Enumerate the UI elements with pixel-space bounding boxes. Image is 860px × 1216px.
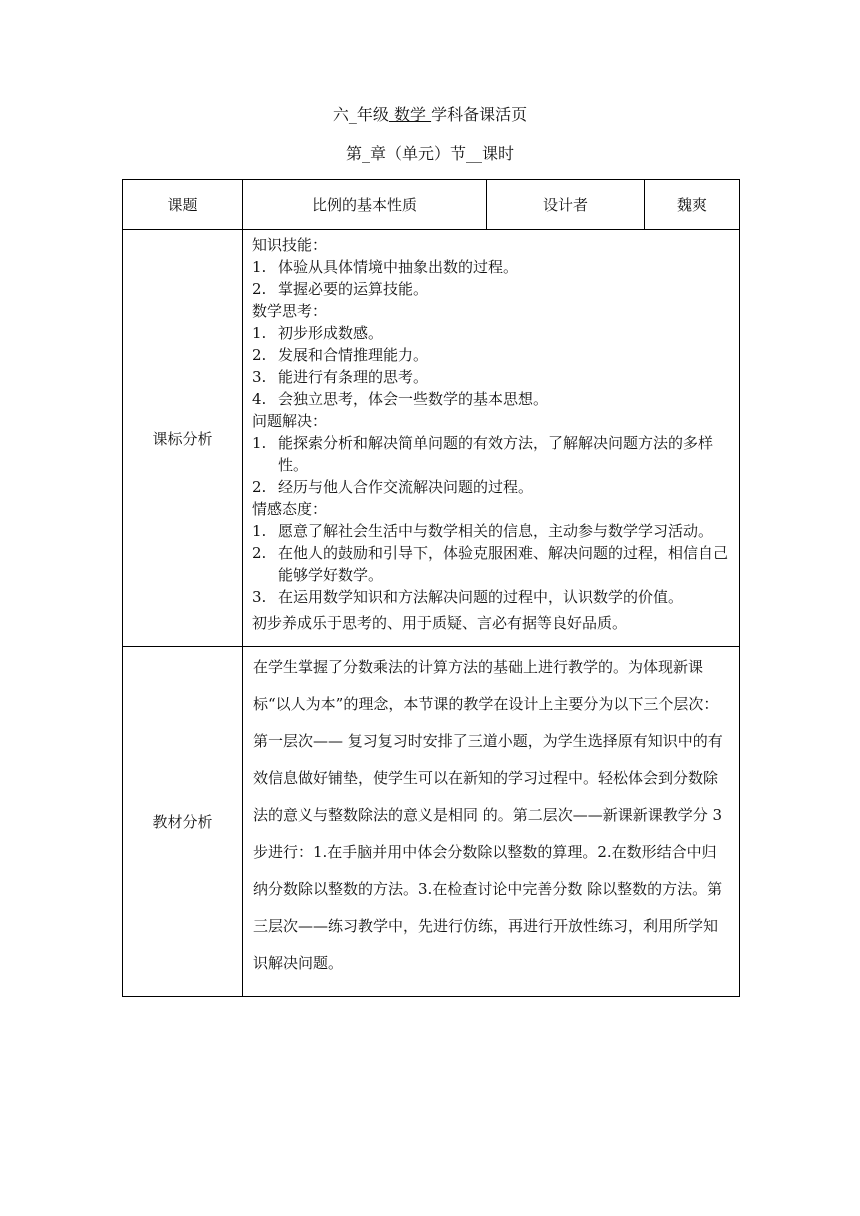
section-heading: 问题解决： bbox=[252, 412, 328, 430]
curriculum-closing: 初步养成乐于思考的、用于质疑、言必有据等良好品质。 bbox=[252, 614, 628, 632]
list-item: 2. 在他人的鼓励和引导下，体验克服困难、解决问题的过程，相信自己能够学好数学。 bbox=[252, 544, 729, 584]
page-title bbox=[0, 104, 860, 126]
lesson-plan-table bbox=[122, 179, 740, 997]
title-suffix: 学科备课活页 bbox=[431, 105, 528, 124]
list-item: 1. 体验从具体情境中抽象出数的过程。 bbox=[252, 258, 519, 276]
section-heading: 情感态度： bbox=[252, 500, 328, 518]
list-item: 2. 发展和合情推理能力。 bbox=[252, 346, 429, 364]
curriculum-section bbox=[252, 300, 731, 410]
list-item: 3. 能进行有条理的思考。 bbox=[252, 368, 429, 386]
page-subtitle: 第_章（单元）节__课时 bbox=[345, 144, 514, 163]
list-item: 2. 经历与他人合作交流解决问题的过程。 bbox=[252, 478, 534, 496]
curriculum-row bbox=[123, 230, 740, 647]
designer-label: 设计者 bbox=[487, 180, 645, 230]
list-item: 1. 愿意了解社会生活中与数学相关的信息，主动参与数学学习活动。 bbox=[252, 522, 714, 540]
list-item: 4. 会独立思考，体会一些数学的基本思想。 bbox=[252, 390, 549, 408]
curriculum-label: 课标分析 bbox=[123, 230, 243, 647]
topic-row bbox=[123, 180, 740, 230]
list-item: 1. 初步形成数感。 bbox=[252, 324, 384, 342]
designer-value: 魏爽 bbox=[645, 180, 740, 230]
topic-label: 课题 bbox=[123, 180, 243, 230]
list-item: 3. 在运用数学知识和方法解决问题的过程中，认识数学的价值。 bbox=[252, 588, 684, 606]
curriculum-section bbox=[252, 498, 731, 608]
grade-label: 六_年级 bbox=[332, 105, 389, 124]
curriculum-content bbox=[243, 230, 740, 647]
subject-label: 数学 bbox=[393, 105, 426, 124]
section-heading: 知识技能： bbox=[252, 236, 328, 254]
material-content: 在学生掌握了分数乘法的计算方法的基础上进行教学的。为体现新课标“以人为本”的理念，本节课的教学在设计上主要分为以下三个层次：第一层次—— 复习复习时安排了三道小题，为学生选择原有知识中的有效信息做好铺垫，使学生可以在新知的学习过程中。轻松体会到分数除法的意义与整数除法的意义是相同 的。第二层次——新课新课教学分 3 步进行：1.在手脑并用中体会分数除以整数的算理。2.在数形结合中归纳分数除以整数的方法。3.在检查讨论中完善分数 除以整数的方法。第三层次——练习教学中，先进行仿练，再进行开放性练习，利用所学知识解决问题。 bbox=[243, 647, 740, 997]
curriculum-section bbox=[252, 410, 731, 498]
list-item: 1. 能探索分析和解决简单问题的有效方法，了解解决问题方法的多样性。 bbox=[252, 434, 714, 474]
list-item: 2. 掌握必要的运算技能。 bbox=[252, 280, 429, 298]
topic-value: 比例的基本性质 bbox=[243, 180, 487, 230]
material-label: 教材分析 bbox=[123, 647, 243, 997]
curriculum-section bbox=[252, 234, 731, 300]
material-row bbox=[123, 647, 740, 997]
section-heading: 数学思考： bbox=[252, 302, 328, 320]
